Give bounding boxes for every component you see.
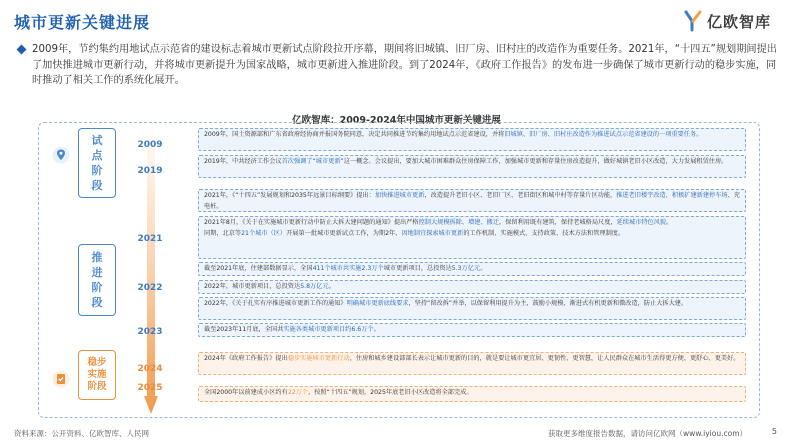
highlighted-text: 明确城市更新底线要求 (346, 300, 409, 307)
stage-char: 段 (91, 179, 103, 192)
event-text-segment: 。 (666, 219, 673, 226)
event-text-segment: 2024年《政府工作报告》提出 (204, 355, 288, 362)
page-number: 5 (771, 427, 777, 436)
year-label: 2022 (137, 283, 163, 293)
logo-mark-icon (683, 10, 703, 32)
event-box (198, 128, 746, 151)
event-box (198, 155, 746, 178)
highlighted-text: 411个城市共实施2.3万个 (312, 265, 384, 272)
page-title: 城市更新关键进展 (14, 13, 151, 32)
diamond-bullet-icon (17, 45, 27, 55)
highlighted-text: 稳步实施城市更新行动 (287, 355, 350, 362)
event-text (204, 157, 740, 168)
website-note: 获取更多维度报告数据，请访问亿欧网（www.iyiou.com） (548, 429, 747, 438)
event-text-segment: 城市更新项目，总投资达 (383, 265, 452, 272)
event-text (204, 218, 740, 239)
stage-char: 阶 (91, 281, 103, 294)
stage-char: 推 (91, 251, 103, 264)
event-text-segment: 2019年，中共经济工作会议 (204, 158, 282, 165)
highlighted-text: 加快推进城市更新 (374, 192, 425, 199)
event-box (198, 189, 746, 212)
year-label: 2019 (137, 166, 163, 176)
stage-char: 段 (91, 296, 103, 309)
event-text (204, 299, 740, 310)
event-text (204, 354, 740, 365)
event-text (204, 264, 740, 275)
stage-char: 阶段 (87, 381, 107, 392)
stage-char: 点 (91, 149, 103, 162)
highlighted-text: 旧城镇、旧厂房、旧村庄改造作为推进试点示范省建设的一项重要任务 (504, 131, 697, 138)
highlighted-text: 推进老旧楼宇改造，积极扩建新建停车场 (616, 192, 728, 199)
event-box (198, 297, 746, 320)
year-label: 2009 (137, 140, 163, 150)
brand-logo (683, 10, 771, 32)
document-check-icon (52, 370, 70, 388)
logo-text: 亿欧智库 (706, 12, 771, 31)
stage-char: 试 (91, 134, 103, 147)
event-text-segment: 开展第一批城市更新试点工作，为期2年， (286, 229, 402, 237)
highlighted-text: 22万个 (287, 389, 309, 396)
event-text-segment: 2022年，城市更新项目，总投资达 (204, 283, 301, 290)
highlighted-text: 因地制宜探索城市更新 (401, 229, 464, 237)
event-text (204, 282, 740, 293)
event-box (198, 216, 746, 259)
event-text-segment: 2021年，《“十四五”发展规划和2035年远景目标纲要》提出： (204, 192, 375, 199)
source-note: 资料来源：公开资料、亿欧智库、人民网 (14, 429, 149, 438)
stage-char: 阶 (91, 164, 103, 177)
stage-promotion (78, 244, 116, 316)
event-text-segment: ，按照“十四五”规划，2025年底老旧小区改造将全部完成。 (308, 389, 473, 396)
event-text (204, 191, 740, 212)
highlighted-text: 控制大规模拆除、增建、搬迁 (418, 219, 500, 226)
highlighted-text: 实施各类城市更新项目约6.6万个 (283, 326, 374, 333)
stage-char: 稳步 (87, 357, 107, 368)
event-box (198, 262, 746, 276)
event-text-segment: ，改造提升老旧小区、老旧厂区、老旧街区和城中村等存量片区功能， (424, 192, 617, 199)
stage-trial (78, 128, 116, 198)
event-text-segment: 。 (328, 283, 335, 290)
event-text (204, 130, 740, 141)
highlighted-text: 21个城市（区） (241, 229, 287, 237)
highlighted-text: 首次强调了“城市更新” (281, 158, 344, 165)
event-text-segment: 。 (696, 131, 703, 138)
event-box (198, 323, 746, 337)
event-text (204, 388, 740, 399)
year-label: 2021 (137, 234, 163, 244)
year-label: 2023 (137, 327, 163, 337)
highlighted-text: 延续城市特色风貌 (616, 219, 667, 226)
event-box (198, 352, 746, 375)
event-text-segment: 2009年，国土资源部和广东省政府经协商并报国务院同意，决定共同推进节约集约用地试点示范省建设，并将 (204, 131, 505, 138)
event-text-segment: 截至2023年11月底，全国共 (204, 326, 284, 333)
stage-char: 实施 (87, 369, 107, 380)
event-text-segment: 同期，北京等 (204, 229, 242, 237)
event-text-segment: ，住房和城乡建设部部长表示让城市更新的目的，就是要让城市更宜居、更韧性、更智慧，让人民群众在城市生活得更方便、更舒心、更美好。 (349, 355, 740, 362)
stage-steady-implementation (78, 350, 116, 400)
event-text-segment: 全国2000年以前建成小区约有 (204, 389, 288, 396)
event-text-segment: 截至2021年底，住建部数据显示，全国 (204, 265, 313, 272)
event-text-segment: 。 (480, 265, 487, 272)
year-label: 2024 (137, 364, 163, 374)
location-pin-icon (52, 146, 70, 164)
event-text-segment: 、充电桩。 (204, 192, 740, 210)
highlighted-text: 5.8万亿元 (300, 283, 329, 290)
stage-char: 进 (91, 266, 103, 279)
event-text-segment: 的工作机制、实施模式、支持政策、技术方法和管理制度。 (463, 229, 625, 237)
highlighted-text: 5.3万亿元 (451, 265, 481, 272)
intro-text: 2009年，节约集约用地试点示范省的建设标志着城市更新试点阶段拉开序幕，期间将旧城镇、旧厂房、旧村庄的改造作为重要任务。2021年，“十四五”规划期间提出了加快推进城市更新行动，并将城市更新提升为国家战略，城市更新进入推进阶段。到了2024年，《政府工作报告》的发布进一步确保了城市更新行动的稳步实施，同时推动了相关工作的系统化展开。 (32, 44, 777, 86)
event-text-segment: 2021年8月，《关于在实施城市更新行动中防止大拆大建问题的通知》提出严格 (204, 219, 419, 226)
event-text-segment: 。 (373, 326, 380, 333)
event-text-segment: ，保留利用既有建筑，保持老城格局尺度， (499, 219, 617, 226)
event-box (198, 280, 746, 294)
event-text-segment: ，坚持“留改拆”并举，以保留利用提升为主，鼓励小规模、渐进式有机更新和微改造，防止大拆大建。 (408, 300, 688, 307)
event-box (198, 386, 746, 402)
figure-title: 亿欧智库：2009-2024年中国城市更新关键进展 (292, 115, 501, 126)
year-label: 2025 (137, 383, 163, 393)
intro-paragraph (18, 42, 780, 89)
event-text-segment: 这一概念。会议提出，要加大城市困难群众住房保障工作，加强城市更新和存量住房改造提升，做好城镇老旧小区改造，大力发展租赁住房。 (343, 158, 728, 165)
event-text (204, 325, 740, 336)
event-text-segment: 2022年，《关于扎实有序推进城市更新工作的通知》 (204, 300, 347, 307)
